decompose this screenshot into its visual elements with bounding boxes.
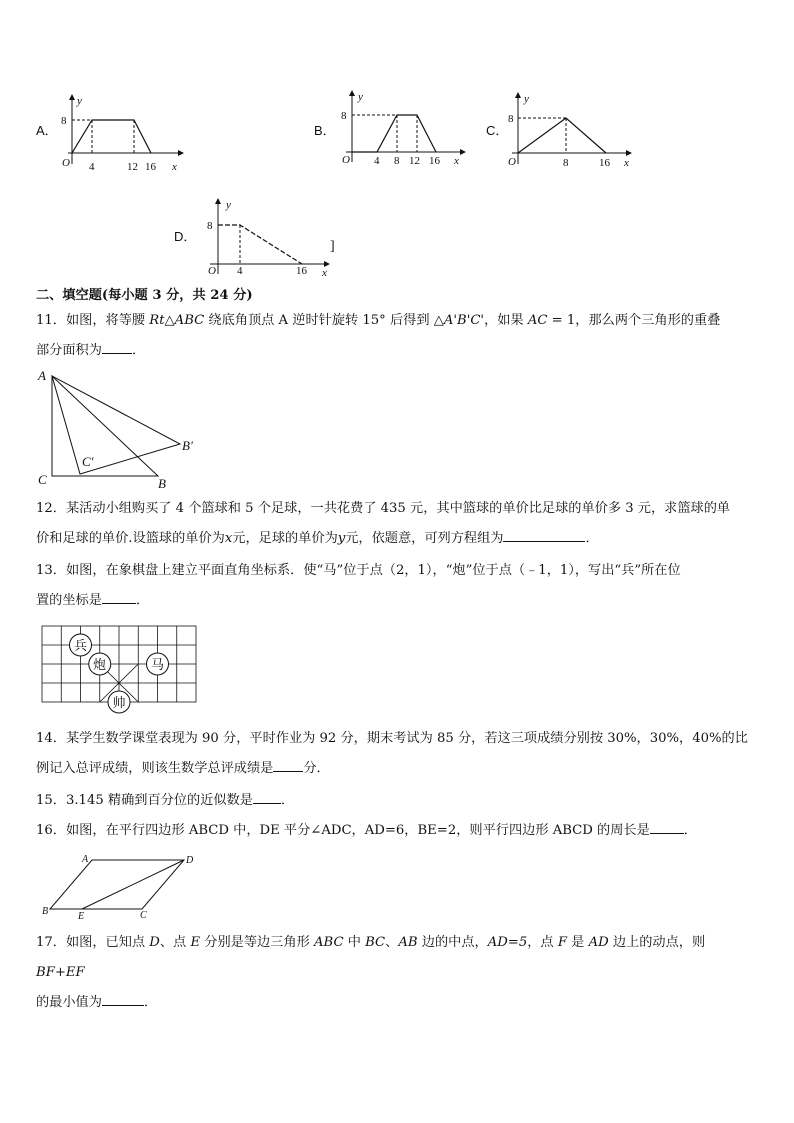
question-15: 15．3.145 精确到百分位的近似数是 ． (36, 786, 758, 816)
piece-shuai (108, 691, 130, 713)
svg-text:4: 4 (374, 155, 380, 167)
svg-text:x: x (624, 157, 629, 169)
option-b-graph (336, 88, 476, 172)
svg-text:4: 4 (237, 265, 243, 277)
option-d-label: D． (174, 229, 197, 244)
question-16: 16．如图，在平行四边形 ABCD 中，DE 平分∠ADC，AD=6，BE=2，则平行四边形 ABCD 的周长是 ． (36, 816, 758, 846)
y-axis-arrow (69, 94, 75, 100)
svg-text:16: 16 (599, 157, 610, 169)
piece-bing (70, 634, 92, 656)
svg-text:马: 马 (151, 657, 165, 672)
svg-text:兵: 兵 (74, 638, 88, 653)
svg-text:8: 8 (563, 157, 569, 169)
x-tick-4: 4 (89, 161, 95, 173)
svg-text:帅: 帅 (112, 695, 126, 710)
answer-blank[interactable] (102, 991, 144, 1006)
svg-text:8: 8 (508, 113, 514, 125)
svg-text:B': B' (182, 438, 193, 453)
svg-text:y: y (524, 93, 529, 105)
section-title: 二、填空题(每小题 3 分，共 24 分) (36, 288, 253, 303)
svg-text:A: A (82, 854, 89, 865)
bracket-mark: ] (330, 239, 335, 254)
svg-text:16: 16 (429, 155, 440, 167)
option-c-graph (506, 90, 646, 174)
graph-line (72, 120, 151, 153)
answer-blank[interactable] (102, 589, 136, 604)
graph-line (518, 118, 606, 153)
question-12: 12．某活动小组购买了 4 个篮球和 5 个足球，一共花费了 435 元，其中篮球的单价比足球的单价多 3 元，求篮球的单 价和足球的单价.设篮球的单价为x元，足球的单价为y元，依题意，可列方程组为 ． (36, 501, 731, 546)
q16-figure (36, 848, 206, 924)
answer-blank[interactable] (503, 527, 585, 542)
x-tick-12: 12 (127, 161, 138, 173)
svg-text:x: x (322, 267, 327, 279)
x-axis-arrow (178, 150, 184, 156)
question-11: 11．如图，将等腰 Rt△ABC 绕底角顶点 A 逆时针旋转 15° 后得到 △A'B'C'，如果 AC = 1，那么两个三角形的重叠 部分面积为 ． (36, 313, 721, 358)
svg-text:y: y (358, 91, 363, 103)
chessboard-figure (40, 624, 200, 724)
x-tick-16: 16 (145, 161, 156, 173)
y-tick-8: 8 (61, 115, 67, 127)
piece-ma (147, 653, 169, 675)
svg-text:y: y (226, 199, 231, 211)
graph-line (218, 225, 302, 264)
svg-text:8: 8 (207, 220, 213, 232)
svg-text:炮: 炮 (93, 657, 107, 672)
svg-text:x: x (454, 155, 459, 167)
piece-pao (89, 653, 111, 675)
svg-text:B: B (42, 906, 49, 917)
y-axis-label: y (77, 95, 82, 107)
question-14: 14．某学生数学课堂表现为 90 分，平时作业为 92 分，期末考试为 85 分，若这三项成绩分别按 30%，30%，40%的比 例记入总评成绩，则该生数学总评成绩是 分． (36, 731, 748, 776)
q11-figure (30, 366, 220, 492)
svg-text:E: E (78, 911, 85, 922)
graph-line (352, 115, 436, 152)
svg-text:O: O (508, 156, 516, 168)
question-13: 13．如图，在象棋盘上建立平面直角坐标系．使“马”位于点（2，1），“炮”位于点（﹣1，1），写出“兵”所在位 置的坐标是 ． (36, 563, 681, 608)
svg-text:12: 12 (409, 155, 420, 167)
answer-blank[interactable] (273, 757, 303, 772)
option-a-label: A． (36, 123, 58, 138)
svg-text:C: C (38, 472, 47, 487)
svg-text:B: B (158, 476, 166, 491)
svg-text:8: 8 (394, 155, 400, 167)
svg-text:O: O (342, 154, 350, 166)
question-17: 17．如图，已知点 D、点 E 分别是等边三角形 ABC 中 BC、AB 边的中点，AD=5，点 F 是 AD 边上的动点，则 BF+EF 的最小值为 ． (36, 935, 706, 1010)
svg-text:C: C (140, 910, 147, 921)
option-b-label: B． (314, 123, 336, 138)
answer-blank[interactable] (253, 789, 281, 804)
svg-text:C': C' (82, 454, 94, 469)
svg-text:8: 8 (341, 110, 347, 122)
svg-text:A: A (38, 368, 46, 383)
origin-label: O (62, 157, 70, 169)
option-a-graph (58, 92, 188, 176)
option-c-label: C． (486, 123, 509, 138)
svg-text:D: D (186, 855, 194, 866)
answer-blank[interactable] (102, 339, 132, 354)
x-axis-label: x (172, 161, 177, 173)
svg-text:16: 16 (296, 265, 307, 277)
svg-text:O: O (208, 265, 216, 277)
option-d-graph (204, 194, 354, 278)
answer-blank[interactable] (650, 819, 684, 834)
